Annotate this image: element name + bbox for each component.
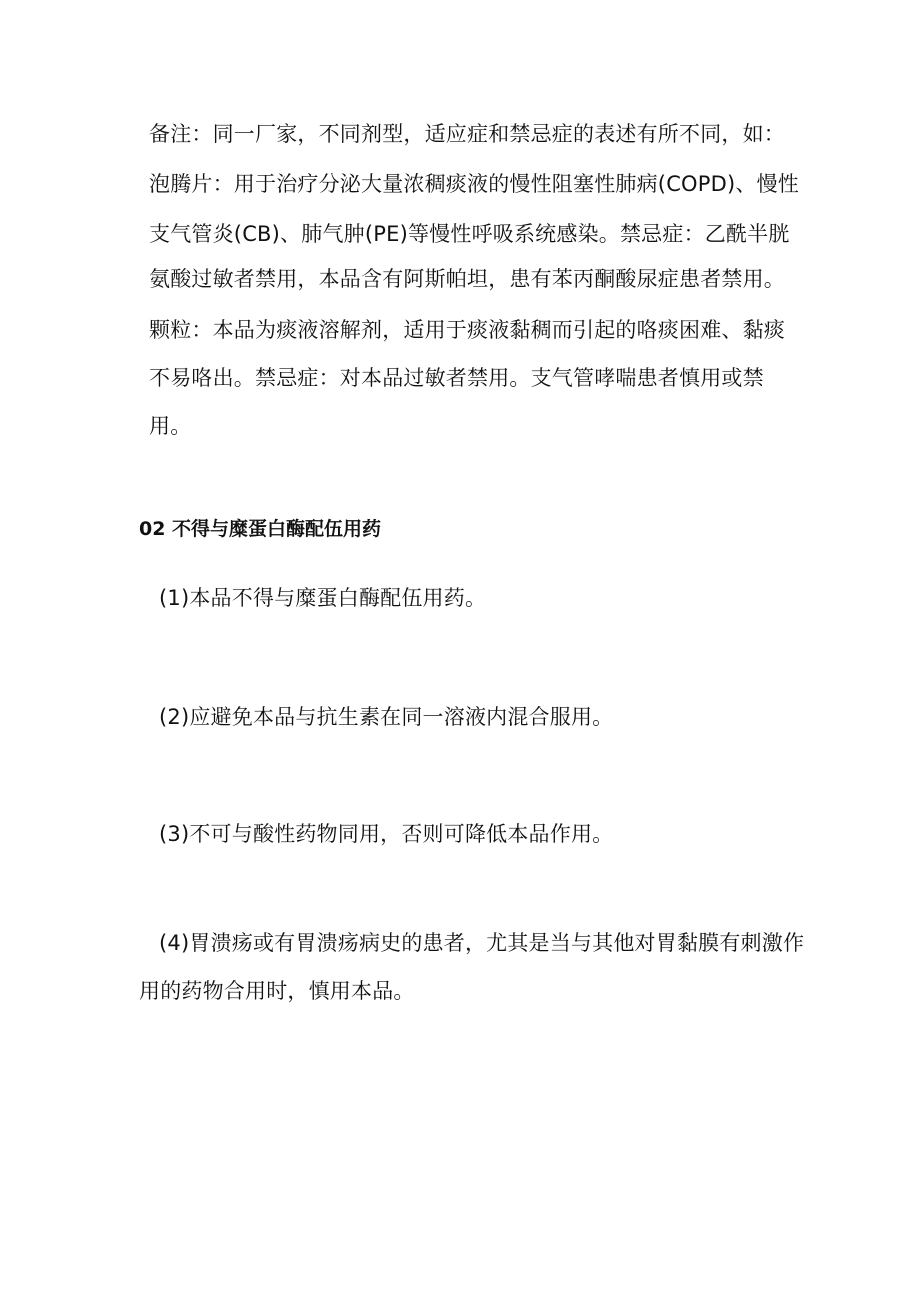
note-line-3: 支气管炎(CB)、肺气肿(PE)等慢性呼吸系统感染。禁忌症：乙酰半胱: [149, 222, 790, 246]
note-line-5: 颗粒：本品为痰液溶解剂，适用于痰液黏稠而引起的咯痰困难、黏痰: [149, 318, 785, 342]
list-item-2: (2)应避免本品与抗生素在同一溶液内混合服用。: [159, 705, 614, 729]
note-line-2: 泡腾片：用于治疗分泌大量浓稠痰液的慢性阻塞性肺病(COPD)、慢性: [149, 172, 800, 196]
list-item-1: (1)本品不得与糜蛋白酶配伍用药。: [159, 586, 487, 610]
section-heading: 02 不得与糜蛋白酶配伍用药: [139, 518, 382, 540]
list-item-4-continuation: 用的药物合用时，慎用本品。: [139, 979, 415, 1003]
list-item-3: (3)不可与酸性药物同用，否则可降低本品作用。: [159, 822, 614, 846]
note-line-7: 用。: [149, 414, 192, 438]
list-item-4: (4)胃溃疡或有胃溃疡病史的患者，尤其是当与其他对胃黏膜有刺激作: [159, 931, 805, 955]
note-line-6: 不易咯出。禁忌症：对本品过敏者禁用。支气管哮喘患者慎用或禁: [149, 366, 764, 390]
note-line-4: 氨酸过敏者禁用，本品含有阿斯帕坦，患有苯丙酮酸尿症患者禁用。: [149, 267, 785, 291]
note-line-1: 备注：同一厂家，不同剂型，适应症和禁忌症的表述有所不同，如：: [149, 122, 785, 146]
